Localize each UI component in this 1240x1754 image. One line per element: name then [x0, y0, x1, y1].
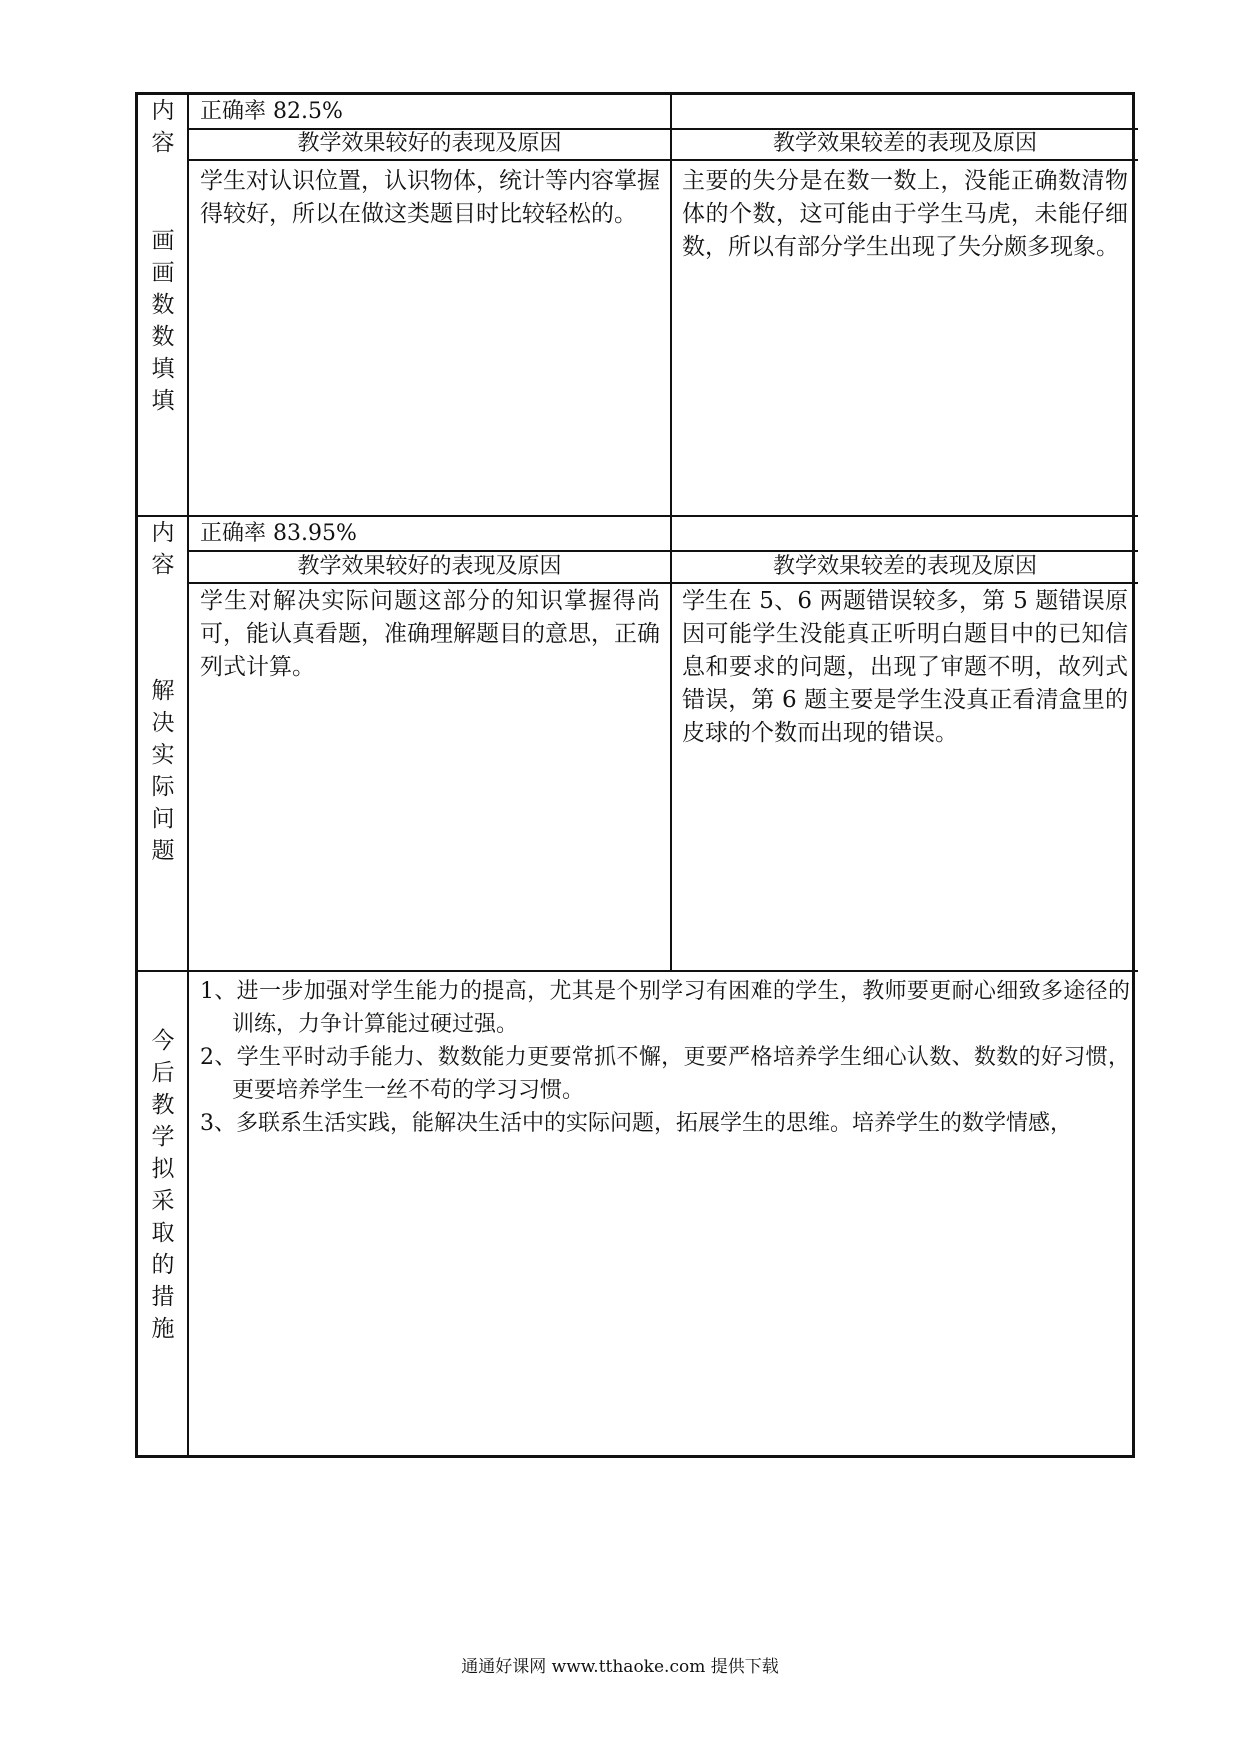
section1-side-label: 画 画 数 数 填 填	[151, 228, 175, 414]
page-footer: 通通好课网 www.tthaoke.com 提供下载	[461, 1657, 779, 1677]
section1-accuracy: 正确率 82.5%	[200, 99, 343, 124]
section2-good-text: 学生对解决实际问题这部分的知识掌握得尚可，能认真看题，准确理解题目的意思，正确列式计算。	[200, 588, 660, 680]
section1-good-text: 学生对认识位置，认识物体，统计等内容掌握得较好，所以在做这类题目时比较轻松的。	[200, 168, 660, 227]
row-divider	[187, 159, 1138, 161]
row-divider	[187, 582, 1138, 584]
section2-content-label: 内 容	[151, 520, 175, 578]
col-divider-left	[187, 95, 189, 1455]
section1-bad-header: 教学效果较差的表现及原因	[772, 131, 1037, 156]
measures-side-label: 今 后 教 学 拟 采 取 的 措 施	[151, 1028, 175, 1342]
row-divider	[138, 970, 1138, 972]
section1-good-header: 教学效果较好的表现及原因	[297, 131, 562, 156]
section2-accuracy: 正确率 83.95%	[200, 521, 357, 546]
col-divider-middle-1	[670, 95, 672, 971]
section1-content-label: 内 容	[151, 98, 175, 156]
measure-item-3: 3、多联系生活实践，能解决生活中的实际问题，拓展学生的思维。培养学生的数学情感，	[200, 1111, 1073, 1136]
analysis-table	[135, 92, 1135, 1458]
section2-bad-header: 教学效果较差的表现及原因	[772, 554, 1037, 579]
section2-side-label: 解 决 实 际 问 题	[151, 678, 175, 864]
section2-bad-text: 学生在 5、6 两题错误较多，第 5 题错误原因可能学生没能真正听明白题目中的已知信息和要求的问题，出现了审题不明，故列式错误，第 6 题主要是学生没真正看清盒里的皮球的个数而出现的错误。	[682, 588, 1128, 746]
measures-list	[200, 975, 1130, 1140]
section2-good-header: 教学效果较好的表现及原因	[297, 554, 562, 579]
measure-item-1: 1、进一步加强对学生能力的提高，尤其是个别学习有困难的学生，教师要更耐心细致多途径的训练，力争计算能过硬过强。	[200, 979, 1130, 1037]
measure-item-2: 2、学生平时动手能力、数数能力更要常抓不懈，更要严格培养学生细心认数、数数的好习惯，更要培养学生一丝不苟的学习习惯。	[200, 1045, 1130, 1103]
section1-bad-text: 主要的失分是在数一数上，没能正确数清物体的个数，这可能由于学生马虎，未能仔细数，所以有部分学生出现了失分颇多现象。	[682, 168, 1128, 260]
